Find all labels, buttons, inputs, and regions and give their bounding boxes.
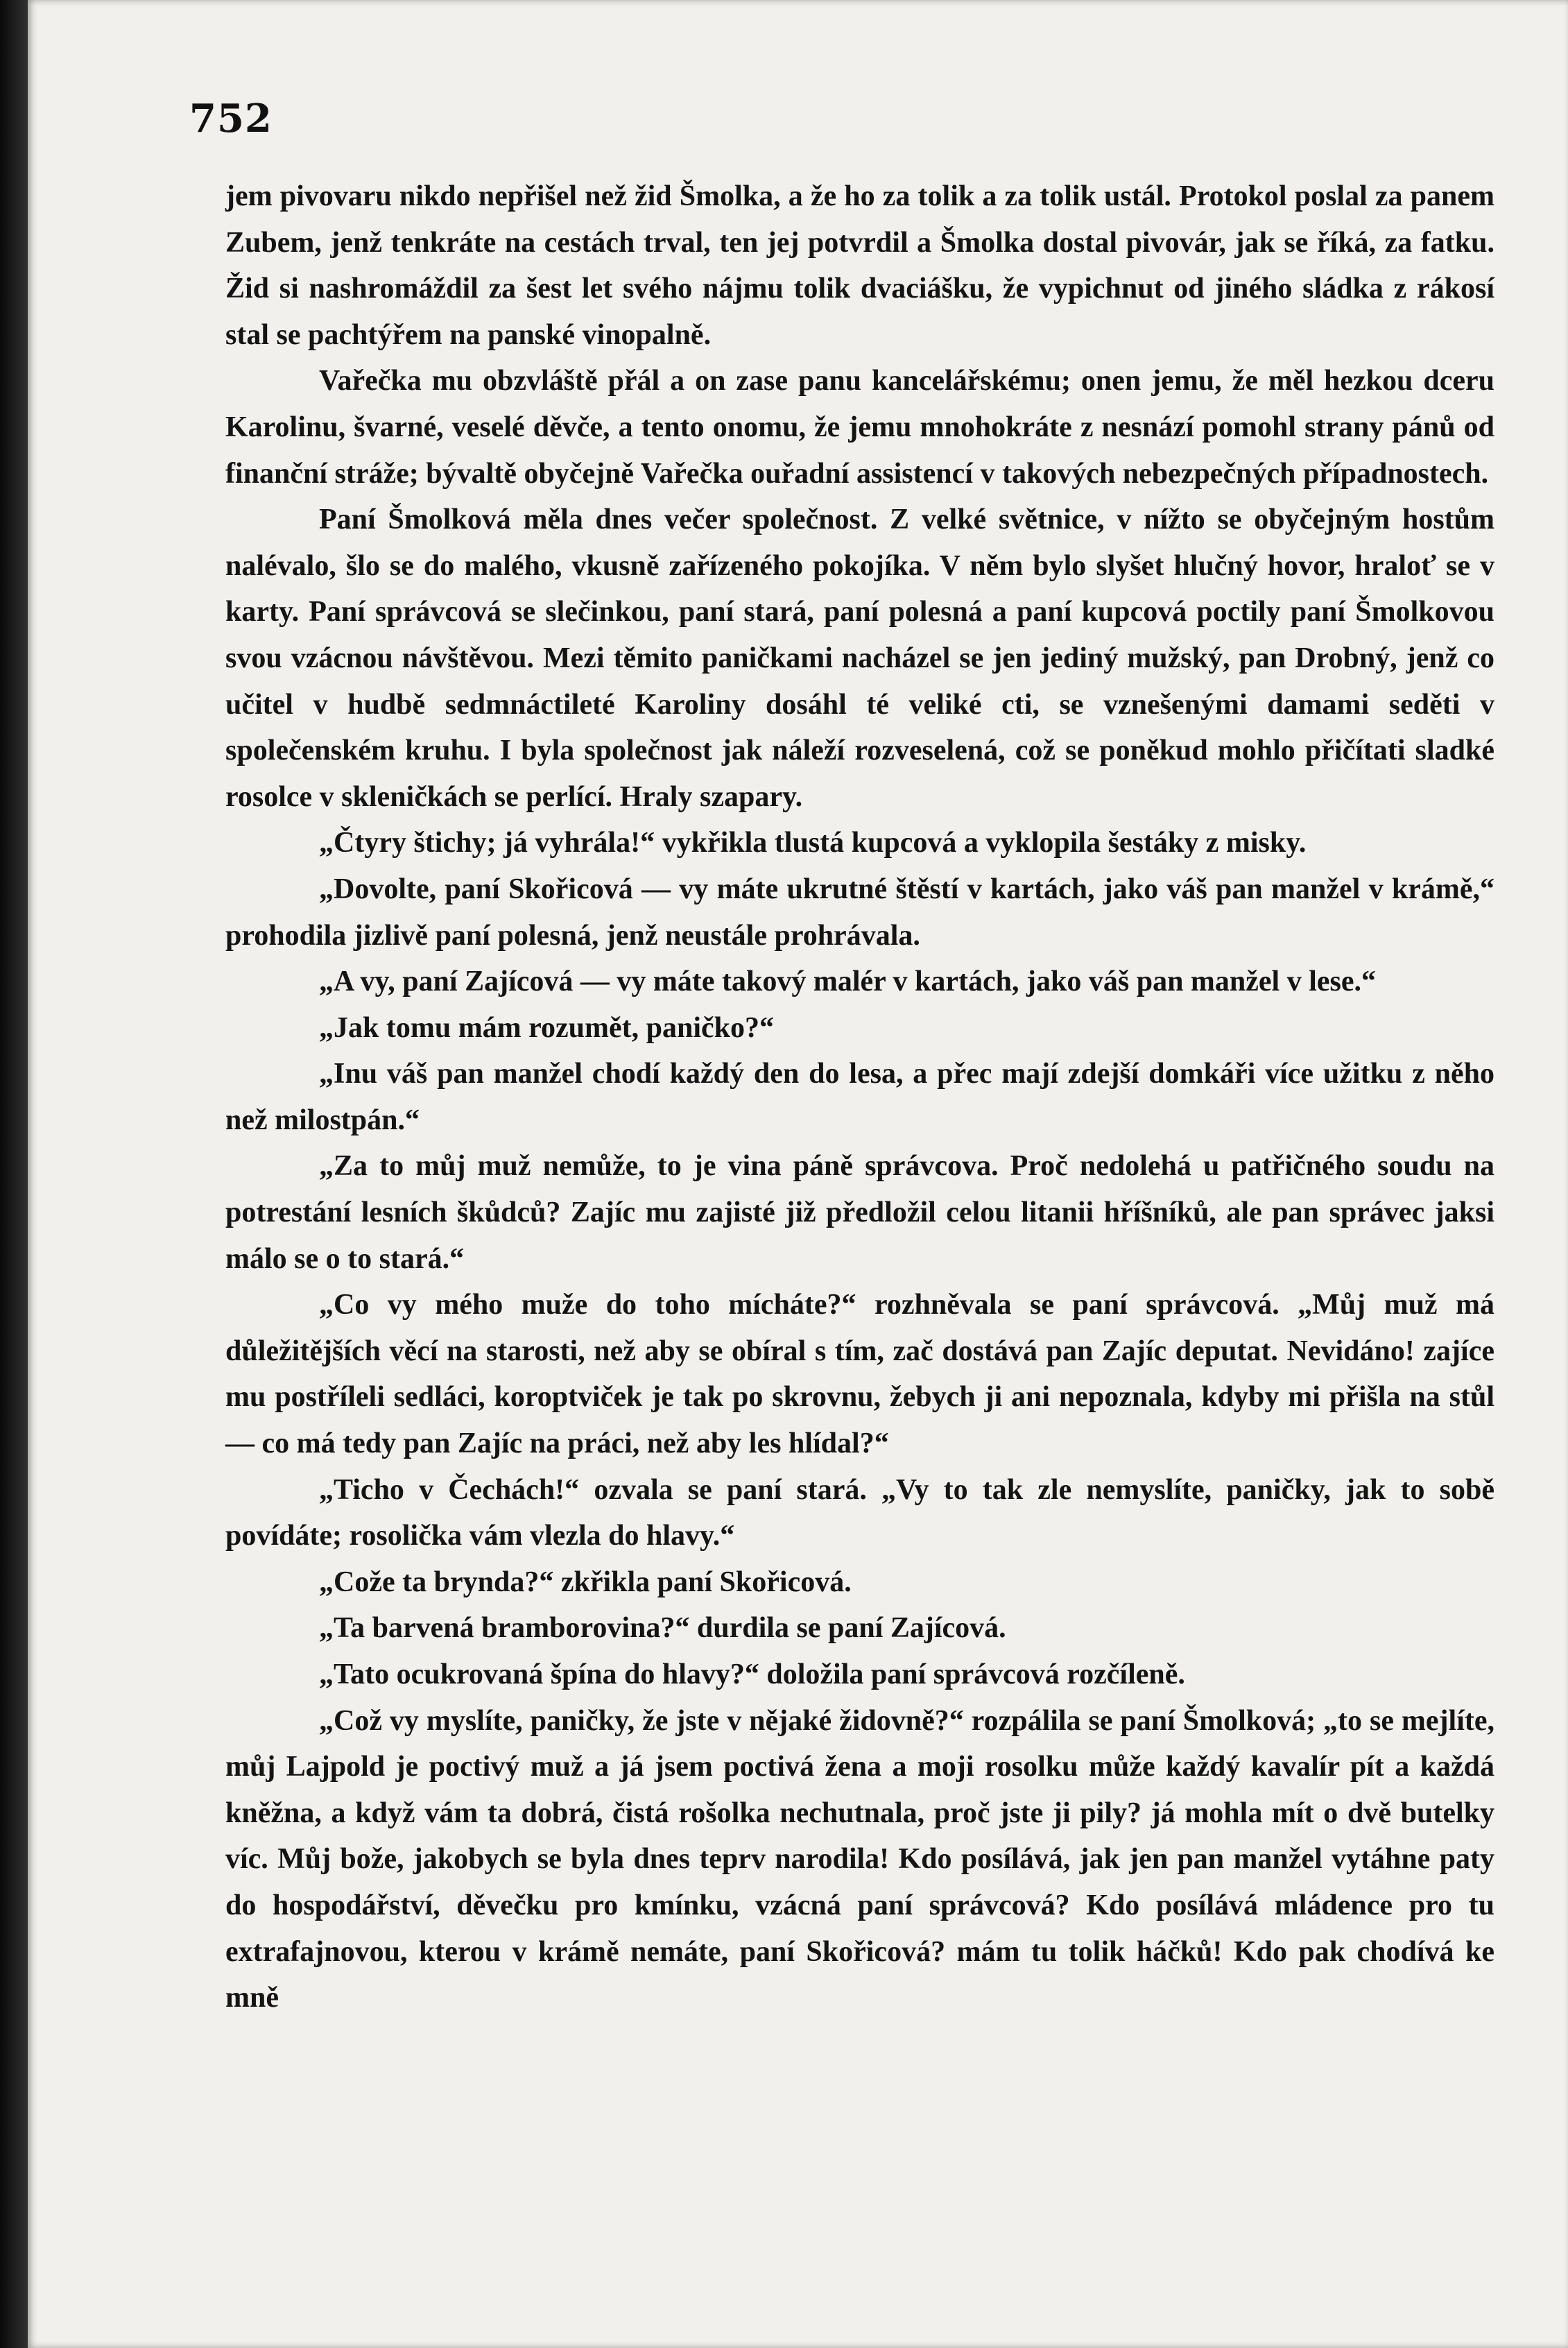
book-page	[28, 0, 1568, 2348]
paragraph: „Jak tomu mám rozumět, paničko?“	[319, 1011, 775, 1044]
paragraph: „Což vy myslíte, paničky, že jste v nějaké židovně?“ rozpálila se paní Šmolková; „to se mejlíte, můj Lajpold je poctivý muž a já jsem poctivá žena a moji rosolku může každý kavalír pít a každá kněžna, a když vám ta dobrá, čistá rošolka nechutnala, proč jste ji pily? já mohla mít o dvě butelky víc. Můj bože, jakobych se byla dnes teprv narodila! Kdo posílává, jak jen pan manžel vytáhne paty do hospodářství, děvečku pro kmínku, vzácná paní správcová? Kdo posílává mládence pro tu extrafajnovou, kterou v krámě nemáte, paní Skořicová? mám tu tolik háčků! Kdo pak chodívá ke mně	[225, 1704, 1494, 2014]
paragraph: „Čtyry štichy; já vyhrála!“ vykřikla tlustá kupcová a vyklopila šestáky z misky.	[319, 827, 1307, 859]
body-text	[225, 173, 1494, 2021]
paragraph: „Co vy mého muže do toho mícháte?“ rozhněvala se paní správcová. „Můj muž má důležitějších věcí na starosti, než aby se obíral s tím, zač dostává pan Zajíc deputat. Nevidáno! zajíce mu postříleli sedláci, koroptviček je tak po skrovnu, žebych ji ani nepoznala, kdyby mi přišla na stůl — co má tedy pan Zajíc na práci, než aby les hlídal?“	[225, 1289, 1494, 1460]
paragraph: jem pivovaru nikdo nepřišel než žid Šmolka, a že ho za tolik a za tolik ustál. Protokol poslal za panem Zubem, jenž tenkráte na cestách trval, ten jej potvrdil a Šmolka dostal pivovár, jak se říká, za fatku. Žid si nashromáždil za šest let svého nájmu tolik dvaciášku, že vypichnut od jiného sládka z rákosí stal se pachtýřem na panské vinopalně.	[225, 180, 1494, 351]
paragraph: Vařečka mu obzvláště přál a on zase panu kancelářskému; onen jemu, že měl hezkou dceru Karolinu, švarné, veselé děvče, a tento onomu, že jemu mnohokráte z nesnází pomohl strany pánů od finanční stráže; bývaltě obyčejně Vařečka ouřadní assistencí v takových nebezpečných případnostech.	[225, 365, 1494, 490]
paragraph: „Inu váš pan manžel chodí každý den do lesa, a přec mají zdejší domkáři více užitku z něho než milostpán.“	[225, 1058, 1494, 1136]
paragraph: „Za to můj muž nemůže, to je vina páně správcova. Proč nedolehá u patřičného soudu na potrestání lesních škůdců? Zajíc mu zajisté již předložil celou litanii hříšníků, ale pan správec jaksi málo se o to stará.“	[225, 1150, 1494, 1275]
paragraph: „Ticho v Čechách!“ ozvala se paní stará. „Vy to tak zle nemyslíte, paničky, jak to sobě povídáte; rosolička vám vlezla do hlavy.“	[225, 1473, 1494, 1552]
paragraph: „Ta barvená bramborovina?“ durdila se paní Zajícová.	[319, 1612, 1006, 1645]
page-number: 752	[189, 96, 273, 142]
paragraph: „Dovolte, paní Skořicová — vy máte ukrutné štěstí v kartách, jako váš pan manžel v krámě,“ prohodila jizlivě paní polesná, jenž neustále prohrávala.	[225, 873, 1494, 952]
paragraph: „Cože ta brynda?“ zkřikla paní Skořicová.	[319, 1566, 852, 1598]
paragraph: „Tato ocukrovaná špína do hlavy?“ doložila paní správcová rozčíleně.	[319, 1659, 1185, 1690]
paragraph: „A vy, paní Zajícová — vy máte takový malér v kartách, jako váš pan manžel v lese.“	[319, 966, 1377, 998]
paragraph: Paní Šmolková měla dnes večer společnost. Z velké světnice, v nížto se obyčejným hostům nalévalo, šlo se do malého, vkusně zařízeného pokojíka. V něm bylo slyšet hlučný hovor, hraloť se v karty. Paní správcová se slečinkou, paní stará, paní polesná a paní kupcová poctily paní Šmolkovou svou vzácnou návštěvou. Mezi těmito paničkami nacházel se jen jediný mužský, pan Drobný, jenž co učitel v hudbě sedmnáctileté Karoliny dosáhl té veliké cti, se vznešenými damami seděti v společenském kruhu. I byla společnost jak náleží rozveselená, což se poněkud mohlo přičítati sladké rosolce v skleničkách se perlící. Hraly szapary.	[225, 504, 1494, 813]
